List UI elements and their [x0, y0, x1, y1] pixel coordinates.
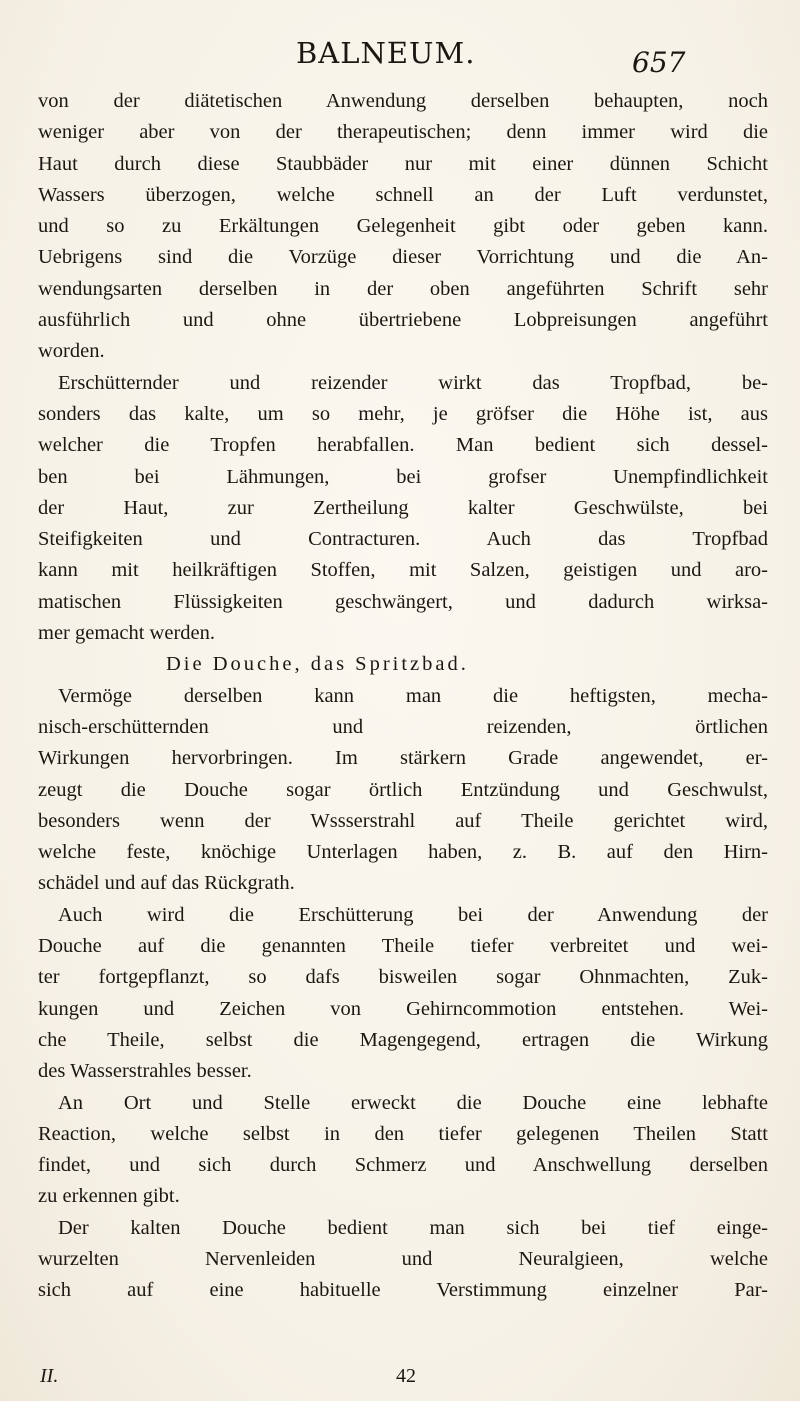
text-line: kungen und Zeichen von Gehirncommotion entstehen. Wei-: [38, 997, 768, 1020]
text-line: Haut durch diese Staubbäder nur mit einer dünnen Schicht: [38, 152, 768, 175]
text-line: wurzelten Nervenleiden und Neuralgieen, welche: [38, 1247, 768, 1270]
page-header: [0, 36, 800, 80]
text-line: kann mit heilkräftigen Stoffen, mit Salzen, geistigen und aro-: [38, 559, 768, 582]
text-line: weniger aber von der therapeutischen; denn immer wird die: [38, 121, 768, 144]
text-line: Steifigkeiten und Contracturen. Auch das Tropfbad: [38, 528, 768, 551]
text-line: der Haut, zur Zertheilung kalter Geschwülste, bei: [38, 496, 768, 519]
page-footer: [0, 1365, 800, 1395]
text-line: welcher die Tropfen herabfallen. Man bedient sich dessel-: [38, 434, 768, 457]
text-line: Auch wird die Erschütterung bei der Anwendung der: [58, 903, 768, 926]
text-line: An Ort und Stelle erweckt die Douche eine lebhafte: [58, 1091, 768, 1114]
text-line: Uebrigens sind die Vorzüge dieser Vorrichtung und die An-: [38, 246, 768, 269]
text-line: des Wasserstrahles besser.: [38, 1060, 252, 1083]
text-line: sich auf eine habituelle Verstimmung einzelner Par-: [38, 1279, 768, 1302]
text-line: ter fortgepflanzt, so dafs bisweilen sogar Ohnmachten, Zuk-: [38, 966, 768, 989]
text-line: welche feste, knöchige Unterlagen haben, z. B. auf den Hirn-: [38, 841, 768, 864]
text-line: nisch-erschütternden und reizenden, örtlichen: [38, 715, 768, 738]
text-line: ausführlich und ohne übertriebene Lobpreisungen angeführt: [38, 309, 768, 332]
text-line: mer gemacht werden.: [38, 622, 216, 645]
text-line: schädel und auf das Rückgrath.: [38, 872, 295, 895]
signature-mark: II.: [40, 1365, 59, 1387]
running-head: BALNEUM.: [296, 36, 476, 70]
text-line: worden.: [38, 340, 105, 363]
text-line: matischen Flüssigkeiten geschwängert, und dadurch wirksa-: [38, 590, 768, 613]
text-line: Wirkungen hervorbringen. Im stärkern Grade angewendet, er-: [38, 747, 768, 770]
section-heading: Die Douche, das Spritzbad.: [166, 653, 469, 676]
text-line: von der diätetischen Anwendung derselben behaupten, noch: [38, 90, 768, 112]
text-line: wendungsarten derselben in der oben angeführten Schrift sehr: [38, 277, 768, 300]
text-line: zeugt die Douche sogar örtlich Entzündung und Geschwulst,: [38, 778, 768, 801]
text-line: Douche auf die genannten Theile tiefer verbreitet und wei-: [38, 935, 768, 958]
page-number: 657: [632, 46, 686, 79]
text-line: ben bei Lähmungen, bei grofser Unempfindlichkeit: [38, 465, 768, 488]
text-line: und so zu Erkältungen Gelegenheit gibt oder geben kann.: [38, 215, 768, 238]
text-line: besonders wenn der Wssserstrahl auf Theile gerichtet wird,: [38, 809, 768, 832]
text-line: findet, und sich durch Schmerz und Anschwellung derselben: [38, 1154, 768, 1177]
body-text: [38, 86, 768, 1307]
text-line: Erschütternder und reizender wirkt das Tropfbad, be-: [58, 371, 768, 394]
text-line: Wassers überzogen, welche schnell an der Luft verdunstet,: [38, 183, 768, 206]
text-line: che Theile, selbst die Magengegend, ertragen die Wirkung: [38, 1028, 768, 1051]
text-line: Der kalten Douche bedient man sich bei tief einge-: [58, 1216, 768, 1239]
sheet-number: 42: [396, 1365, 416, 1387]
text-line: Reaction, welche selbst in den tiefer gelegenen Theilen Statt: [38, 1122, 768, 1145]
text-line: Vermöge derselben kann man die heftigsten, mecha-: [58, 684, 768, 707]
text-line: sonders das kalte, um so mehr, je gröfser die Höhe ist, aus: [38, 402, 768, 425]
text-line: zu erkennen gibt.: [38, 1185, 180, 1208]
